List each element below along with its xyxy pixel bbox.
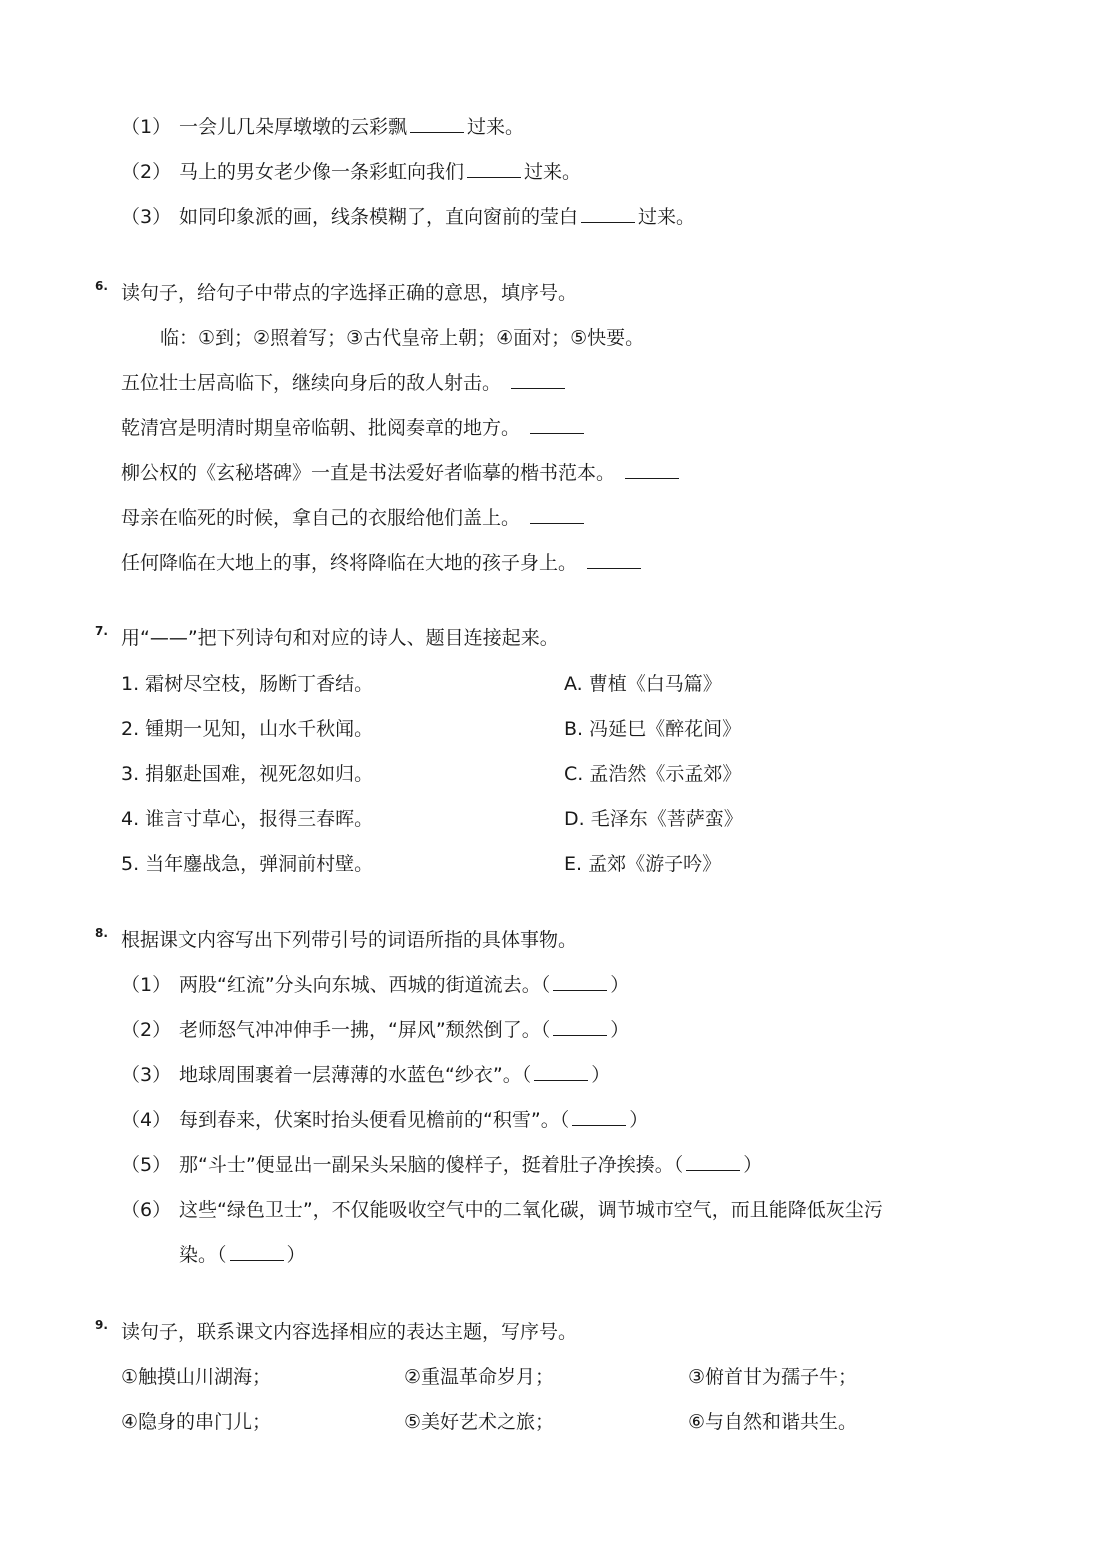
answer-blank[interactable] [581, 205, 635, 223]
item-number: （1） [121, 974, 172, 996]
q8-item-6-continued [179, 1243, 306, 1267]
item-text: 每到春来，伏案时抬头便看见檐前的“积雪”。（ [179, 1109, 570, 1131]
q6-sentence-3 [121, 461, 682, 485]
poem-line-3[interactable]: 3. 捐躯赴国难，视死忽如归。 [121, 763, 374, 785]
close-paren: ） [743, 1154, 763, 1176]
item-number: （3） [121, 1064, 172, 1086]
item-number: （1） [121, 116, 172, 138]
answer-blank[interactable] [410, 115, 464, 133]
item-number: （6） [121, 1199, 172, 1221]
answer-blank[interactable] [686, 1153, 740, 1171]
q5-item-1 [121, 115, 524, 139]
item-number: （5） [121, 1154, 172, 1176]
q9-option-2: ②重温革命岁月； [404, 1366, 555, 1388]
q8-item-3 [121, 1063, 610, 1087]
item-number: （4） [121, 1109, 172, 1131]
poet-option-b[interactable]: B. 冯延巳《醉花间》 [564, 718, 742, 740]
answer-blank[interactable] [511, 371, 565, 389]
q6-sentence-2 [121, 416, 587, 440]
answer-blank[interactable] [467, 160, 521, 178]
close-paren: ） [629, 1109, 649, 1131]
answer-blank[interactable] [530, 506, 584, 524]
poet-option-a[interactable]: A. 曹植《白马篇》 [564, 673, 722, 695]
q9-option-3: ③俯首甘为孺子牛； [688, 1366, 858, 1388]
item-number: （2） [121, 161, 172, 183]
poem-line-5[interactable]: 5. 当年鏖战急，弹洞前村壁。 [121, 853, 374, 875]
poet-option-e[interactable]: E. 孟郊《游子吟》 [564, 853, 722, 875]
q6-sentence-1 [121, 371, 568, 395]
q5-item-3 [121, 205, 695, 229]
close-paren: ） [610, 974, 630, 996]
q8-item-1 [121, 973, 629, 997]
item-text: 染。（ [179, 1244, 227, 1266]
question-9-title: 读句子，联系课文内容选择相应的表达主题，写序号。 [121, 1321, 578, 1343]
answer-blank[interactable] [230, 1243, 284, 1261]
item-text: 两股“红流”分头向东城、西城的街道流去。（ [179, 974, 551, 996]
q8-item-4 [121, 1108, 648, 1132]
poem-line-1[interactable]: 1. 霜树尽空枝，肠断丁香结。 [121, 673, 374, 695]
question-number-9: 9. [95, 1318, 108, 1332]
q5-item-2 [121, 160, 581, 184]
q8-item-2 [121, 1018, 629, 1042]
answer-blank[interactable] [534, 1063, 588, 1081]
sentence-text: 任何降临在大地上的事，终将降临在大地的孩子身上。 [121, 552, 578, 574]
item-text: 老师怒气冲冲伸手一拂，“屏风”颓然倒了。（ [179, 1019, 551, 1041]
answer-blank[interactable] [625, 461, 679, 479]
q9-option-1: ①触摸山川湖海； [121, 1366, 272, 1388]
question-number-6: 6. [95, 279, 108, 293]
item-text: 那“斗士”便显出一副呆头呆脑的傻样子，挺着肚子净挨揍。（ [179, 1154, 684, 1176]
answer-blank[interactable] [553, 1018, 607, 1036]
sentence-text: 柳公权的《玄秘塔碑》一直是书法爱好者临摹的楷书范本。 [121, 462, 616, 484]
item-text: 这些“绿色卫士”，不仅能吸收空气中的二氧化碳，调节城市空气，而且能降低灰尘污 [179, 1199, 883, 1221]
close-paren: ） [591, 1064, 611, 1086]
answer-blank[interactable] [587, 551, 641, 569]
question-6-title: 读句子，给句子中带点的字选择正确的意思，填序号。 [121, 282, 578, 304]
q9-option-4: ④隐身的串门儿； [121, 1411, 272, 1433]
q8-item-5 [121, 1153, 762, 1177]
item-text-end: 过来。 [524, 161, 582, 183]
q8-item-6 [121, 1198, 883, 1222]
question-number-7: 7. [95, 624, 108, 638]
item-text: 地球周围裹着一层薄薄的水蓝色“纱衣”。（ [179, 1064, 532, 1086]
poem-line-4[interactable]: 4. 谁言寸草心，报得三春晖。 [121, 808, 374, 830]
item-text-end: 过来。 [638, 206, 696, 228]
sentence-text: 乾清宫是明清时期皇帝临朝、批阅奏章的地方。 [121, 417, 521, 439]
sentence-text: 五位壮士居高临下，继续向身后的敌人射击。 [121, 372, 502, 394]
item-number: （2） [121, 1019, 172, 1041]
q6-sentence-4 [121, 506, 587, 530]
close-paren: ） [286, 1244, 306, 1266]
poem-line-2[interactable]: 2. 锺期一见知，山水千秋闻。 [121, 718, 374, 740]
question-7-title: 用“——”把下列诗句和对应的诗人、题目连接起来。 [121, 627, 559, 649]
question-8-title: 根据课文内容写出下列带引号的词语所指的具体事物。 [121, 929, 578, 951]
q6-options: 临：①到；②照着写；③古代皇帝上朝；④面对；⑤快要。 [160, 327, 645, 349]
answer-blank[interactable] [572, 1108, 626, 1126]
answer-blank[interactable] [553, 973, 607, 991]
item-text: 如同印象派的画，线条模糊了，直向窗前的莹白 [179, 206, 579, 228]
answer-blank[interactable] [530, 416, 584, 434]
q9-option-6: ⑥与自然和谐共生。 [688, 1411, 858, 1433]
poet-option-d[interactable]: D. 毛泽东《菩萨蛮》 [564, 808, 743, 830]
item-text: 一会儿几朵厚墩墩的云彩飘 [179, 116, 408, 138]
close-paren: ） [610, 1019, 630, 1041]
q9-option-5: ⑤美好艺术之旅； [404, 1411, 555, 1433]
q6-sentence-5 [121, 551, 644, 575]
item-number: （3） [121, 206, 172, 228]
poet-option-c[interactable]: C. 孟浩然《示孟郊》 [564, 763, 742, 785]
item-text-end: 过来。 [467, 116, 525, 138]
question-number-8: 8. [95, 926, 108, 940]
item-text: 马上的男女老少像一条彩虹向我们 [179, 161, 465, 183]
sentence-text: 母亲在临死的时候，拿自己的衣服给他们盖上。 [121, 507, 521, 529]
